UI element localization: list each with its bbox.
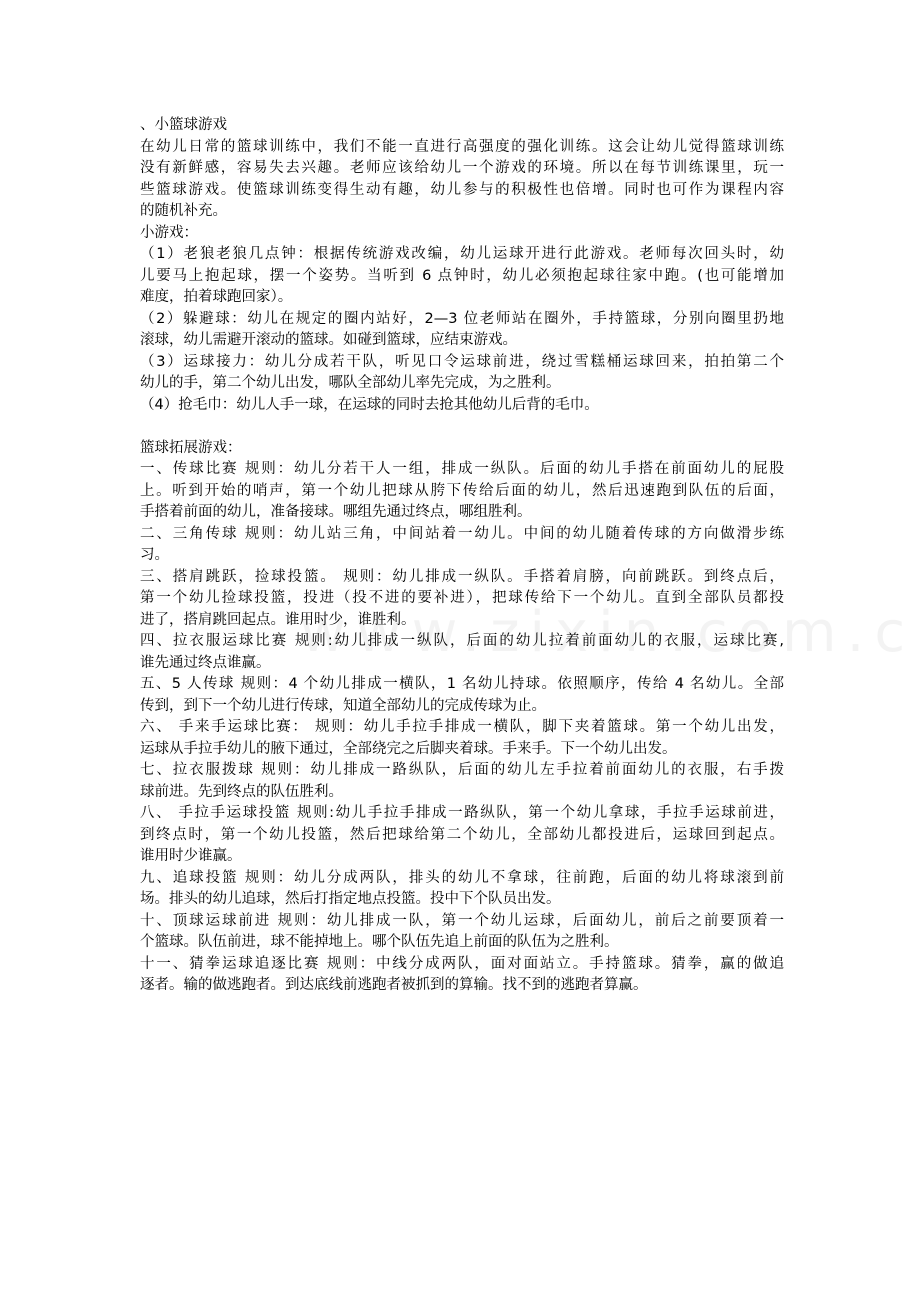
extended-game-item bbox=[140, 803, 784, 868]
text-line: 小游戏： bbox=[140, 224, 198, 241]
extended-game-item bbox=[140, 459, 784, 524]
small-game-item bbox=[140, 395, 784, 417]
text-line: 在幼儿日常的篮球训练中，我们不能一直进行高强度的强化训练。这会让幼儿觉得篮球训练 bbox=[140, 138, 784, 155]
text-line: 没有新鲜感，容易失去兴趣。老师应该给幼儿一个游戏的环境。所以在每节训练课里，玩一 bbox=[140, 160, 784, 176]
text-line: （3）运球接力：幼儿分成若干队，听见口令运球前进，绕过雪糕桶运球回来，拍拍第二个 bbox=[140, 353, 784, 370]
extended-game-item bbox=[140, 717, 784, 760]
text-line: 些篮球游戏。使篮球训练变得生动有趣，幼儿参与的积极性也倍增。同时也可作为课程内容 bbox=[140, 181, 784, 198]
extended-game-item bbox=[140, 524, 784, 567]
document-title bbox=[140, 115, 784, 137]
text-line: 、小篮球游戏 bbox=[140, 117, 227, 133]
intro-paragraph bbox=[140, 137, 784, 223]
small-game-item bbox=[140, 244, 784, 309]
text-line: 手搭着前面的幼儿，准备接球。哪组先通过终点，哪组胜利。 bbox=[140, 504, 532, 520]
extended-game-item bbox=[140, 631, 784, 674]
extended-game-item bbox=[140, 760, 784, 803]
text-line: 五、5 人传球 规则：4 个幼儿排成一横队，1 名幼儿持球。依照顺序，传给 4 名幼儿。全部 bbox=[140, 676, 784, 692]
text-line: 第一个幼儿捡球投篮，投进（投不进的要补进），把球传给下一个幼儿。直到全部队员都投 bbox=[140, 590, 784, 606]
text-line: 八、 手拉手运球投篮 规则:幼儿手拉手排成一路纵队，第一个幼儿拿球，手拉手运球前进， bbox=[140, 805, 784, 821]
text-line: 九、追球投篮 规则：幼儿分成两队，排头的幼儿不拿球，往前跑，后面的幼儿将球滚到前 bbox=[140, 869, 784, 886]
text-line: 个篮球。队伍前进，球不能掉地上。哪个队伍先追上前面的队伍为之胜利。 bbox=[140, 934, 619, 950]
extended-games-heading bbox=[140, 438, 784, 460]
text-line: 难度，拍着球跑回家）。 bbox=[140, 289, 293, 305]
blank-line bbox=[140, 416, 784, 438]
text-line: 二、三角传球 规则：幼儿站三角，中间站着一幼儿。中间的幼儿随着传球的方向做滑步练 bbox=[140, 525, 784, 542]
text-line: 三、搭肩跳跃，捡球投篮。 规则：幼儿排成一纵队。手搭着肩膀，向前跳跃。到终点后， bbox=[140, 568, 784, 585]
text-line: 到终点时，第一个幼儿投篮，然后把球给第二个幼儿，全部幼儿都投进后，运球回到起点。 bbox=[140, 826, 784, 843]
text-line: 场。排头的幼儿追球，然后打指定地点投篮。投中下个队员出发。 bbox=[140, 891, 561, 907]
text-line: 习。 bbox=[140, 547, 169, 563]
text-line: （4）抢毛巾：幼儿人手一球，在运球的同时去抢其他幼儿后背的毛巾。 bbox=[140, 396, 599, 413]
text-line: （1）老狼老狼几点钟：根据传统游戏改编，幼儿运球开进行此游戏。老师每次回头时，幼 bbox=[140, 246, 784, 262]
small-games-heading bbox=[140, 223, 784, 245]
text-line: 的随机补充。 bbox=[140, 203, 227, 219]
text-line: 篮球拓展游戏： bbox=[140, 439, 242, 456]
extended-game-item bbox=[140, 954, 784, 997]
small-game-item bbox=[140, 309, 784, 352]
text-line: 六、 手来手运球比赛： 规则：幼儿手拉手排成一横队，脚下夹着篮球。第一个幼儿出发， bbox=[140, 719, 784, 735]
text-line: 七、拉衣服拨球 规则：幼儿排成一路纵队，后面的幼儿左手拉着前面幼儿的衣服，右手拨 bbox=[140, 762, 784, 778]
document-body bbox=[140, 115, 784, 997]
text-line: （2）躲避球：幼儿在规定的圈内站好，2—3 位老师站在圈外，手持篮球，分别向圈里扔地 bbox=[140, 310, 784, 327]
text-line: 儿要马上抱起球，摆一个姿势。当听到 6 点钟时，幼儿必须抱起球往家中跑。(也可能增加 bbox=[140, 267, 784, 284]
text-line: 一、传球比赛 规则：幼儿分若干人一组，排成一纵队。后面的幼儿手搭在前面幼儿的屁股 bbox=[140, 461, 784, 477]
text-line: 十、顶球运球前进 规则：幼儿排成一队，第一个幼儿运球，后面幼儿，前后之前要顶着一 bbox=[140, 912, 784, 929]
extended-game-item bbox=[140, 567, 784, 632]
text-line: 进了，搭肩跳回起点。谁用时少，谁胜利。 bbox=[140, 611, 416, 628]
text-line: 谁先通过终点谁赢。 bbox=[140, 654, 271, 671]
small-game-item bbox=[140, 352, 784, 395]
text-line: 幼儿的手，第二个幼儿出发，哪队全部幼儿率先完成，为之胜利。 bbox=[140, 375, 561, 391]
text-line: 传到，到下一个幼儿进行传球，知道全部幼儿的完成传球为止。 bbox=[140, 697, 546, 714]
text-line: 上。听到开始的哨声，第一个幼儿把球从胯下传给后面的幼儿，然后迅速跑到队伍的后面， bbox=[140, 482, 784, 499]
text-line: 滚球，幼儿需避开滚动的篮球。如碰到篮球，应结束游戏。 bbox=[140, 332, 517, 348]
text-line: 四、拉衣服运球比赛 规则:幼儿排成一纵队，后面的幼儿拉着前面幼儿的衣服，运球比赛, bbox=[140, 633, 784, 649]
extended-game-item bbox=[140, 674, 784, 717]
text-line: 逐者。输的做逃跑者。到达底线前逃跑者被抓到的算输。找不到的逃跑者算赢。 bbox=[140, 977, 648, 993]
text-line: 球前进。先到终点的队伍胜利。 bbox=[140, 783, 343, 800]
extended-game-item bbox=[140, 911, 784, 954]
text-line: 运球从手拉手幼儿的腋下通过，全部绕完之后脚夹着球。手来手。下一个幼儿出发。 bbox=[140, 740, 677, 757]
text-line: 谁用时少谁赢。 bbox=[140, 848, 242, 864]
text-line: 十一、猜拳运球追逐比赛 规则：中线分成两队，面对面站立。手持篮球。猜拳，赢的做追 bbox=[140, 955, 784, 972]
extended-game-item bbox=[140, 868, 784, 911]
